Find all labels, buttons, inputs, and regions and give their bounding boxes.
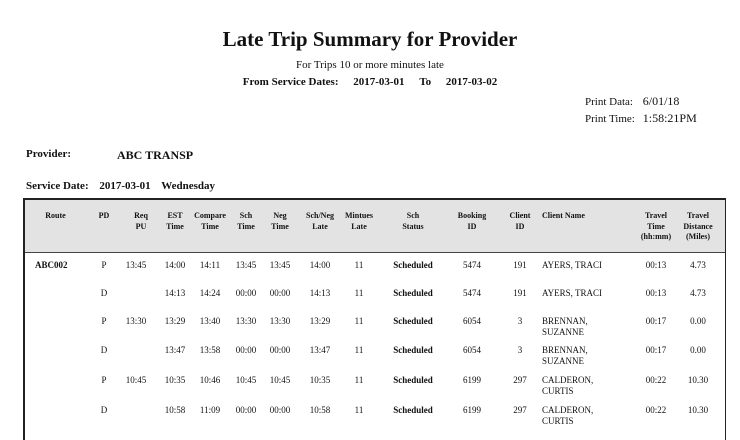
client-name-cell (542, 375, 622, 397)
col-client-name: Client Name (542, 211, 585, 220)
print-time (585, 111, 697, 126)
client-id-cell: 191 (513, 288, 527, 298)
booking-id-cell: 6054 (463, 345, 481, 355)
route-cell: ABC002 (35, 260, 68, 270)
date-range (0, 76, 740, 88)
pd-cell: P (101, 316, 107, 326)
travel-distance-cell: 4.73 (690, 260, 706, 270)
travel-distance-cell: 0.00 (690, 345, 706, 355)
sch-time-cell: 00:00 (235, 405, 257, 415)
client-name-line2: CURTIS (542, 386, 574, 396)
sch-status-cell: Scheduled (393, 260, 433, 270)
client-name-line1: CALDERON, (542, 405, 594, 415)
col-req-pu: Req PU (134, 211, 148, 231)
col-neg-time: Neg Time (271, 211, 289, 231)
client-id-cell: 191 (513, 260, 527, 270)
schneg-late-cell: 14:13 (309, 288, 331, 298)
client-name-cell (542, 345, 622, 367)
service-date (26, 180, 223, 192)
service-date-day: Wednesday (161, 180, 216, 192)
travel-distance-cell: 10.30 (687, 405, 709, 415)
sch-status-cell: Scheduled (393, 405, 433, 415)
report-subtitle: For Trips 10 or more minutes late (296, 59, 444, 71)
travel-time-cell: 00:17 (645, 345, 667, 355)
travel-time-cell: 00:22 (645, 405, 667, 415)
pd-cell: D (100, 345, 108, 355)
print-date (585, 94, 679, 109)
booking-id-cell: 6199 (463, 375, 481, 385)
booking-id-cell: 6199 (463, 405, 481, 415)
sch-status-cell: Scheduled (393, 345, 433, 355)
booking-id-cell: 6054 (463, 316, 481, 326)
client-id-cell: 297 (513, 405, 527, 415)
client-name-cell (542, 260, 622, 271)
table-row (25, 316, 725, 346)
client-name-cell (542, 288, 622, 299)
travel-distance-cell: 0.00 (690, 316, 706, 326)
col-client-id: Client ID (509, 211, 531, 231)
late-trips-table (23, 198, 726, 440)
travel-time-cell: 00:13 (645, 288, 667, 298)
client-name-line2: SUZANNE (542, 327, 584, 337)
sch-status-cell: Scheduled (393, 375, 433, 385)
travel-time-cell: 00:17 (645, 316, 667, 326)
date-range-label: From Service Dates: (242, 76, 339, 88)
est-time-cell: 14:00 (164, 260, 186, 270)
table-row (25, 288, 725, 318)
sch-status-cell: Scheduled (393, 316, 433, 326)
client-id-cell: 3 (517, 316, 523, 326)
col-booking-id: Booking ID (457, 211, 487, 231)
col-travel-time: Travel Time (hh:mm) (640, 211, 672, 241)
neg-time-cell: 10:45 (269, 375, 291, 385)
travel-distance-cell: 4.73 (690, 288, 706, 298)
schneg-late-cell: 14:00 (309, 260, 331, 270)
travel-distance-cell: 10.30 (687, 375, 709, 385)
col-route: Route (45, 211, 66, 220)
minutes-late-cell: 11 (354, 260, 364, 270)
print-date-value: 6/01/18 (642, 94, 680, 108)
est-time-cell: 14:13 (164, 288, 186, 298)
client-name-cell (542, 405, 622, 427)
travel-time-cell: 00:22 (645, 375, 667, 385)
est-time-cell: 13:47 (164, 345, 186, 355)
client-name-line1: BRENNAN, (542, 345, 588, 355)
client-name-line2: CURTIS (542, 416, 574, 426)
schneg-late-cell: 10:58 (309, 405, 331, 415)
est-time-cell: 13:29 (164, 316, 186, 326)
booking-id-cell: 5474 (463, 260, 481, 270)
col-compare-time: Compare Time (194, 211, 226, 231)
pd-cell: P (101, 375, 107, 385)
table-row (25, 405, 725, 435)
compare-time-cell: 10:46 (199, 375, 221, 385)
table-row (25, 345, 725, 375)
client-name-cell (542, 316, 622, 338)
sch-time-cell: 00:00 (235, 288, 257, 298)
col-sch-time: Sch Time (237, 211, 255, 231)
client-name-line2: SUZANNE (542, 356, 584, 366)
client-name-line1: AYERS, TRACI (542, 260, 603, 270)
date-to: 2017-03-02 (445, 76, 498, 88)
col-est-time: EST Time (166, 211, 184, 231)
table-header (25, 200, 725, 253)
pd-cell: D (100, 405, 108, 415)
neg-time-cell: 13:30 (269, 316, 291, 326)
neg-time-cell: 00:00 (269, 288, 291, 298)
sch-time-cell: 00:00 (235, 345, 257, 355)
table-row (25, 375, 725, 405)
est-time-cell: 10:35 (164, 375, 186, 385)
compare-time-cell: 14:11 (199, 260, 221, 270)
neg-time-cell: 13:45 (269, 260, 291, 270)
print-date-label: Print Data: (585, 96, 633, 108)
client-name-line1: CALDERON, (542, 375, 594, 385)
provider-label: Provider: (26, 148, 72, 160)
compare-time-cell: 13:40 (199, 316, 221, 326)
col-pd: PD (98, 211, 110, 220)
compare-time-cell: 14:24 (199, 288, 221, 298)
client-name-line1: BRENNAN, (542, 316, 588, 326)
est-time-cell: 10:58 (164, 405, 186, 415)
minutes-late-cell: 11 (354, 345, 364, 355)
service-date-value: 2017-03-01 (99, 180, 151, 192)
service-date-label: Service Date: (26, 180, 89, 192)
minutes-late-cell: 11 (354, 288, 364, 298)
req-pu-cell: 13:30 (125, 316, 147, 326)
client-id-cell: 297 (513, 375, 527, 385)
col-sch-status: Sch Status (402, 211, 424, 231)
sch-time-cell: 13:30 (235, 316, 257, 326)
schneg-late-cell: 13:29 (309, 316, 331, 326)
col-travel-distance: Travel Distance (Miles) (683, 211, 713, 241)
table-row (25, 260, 725, 290)
req-pu-cell: 10:45 (125, 375, 147, 385)
schneg-late-cell: 13:47 (309, 345, 331, 355)
sch-time-cell: 13:45 (235, 260, 257, 270)
compare-time-cell: 11:09 (199, 405, 221, 415)
pd-cell: P (101, 260, 107, 270)
minutes-late-cell: 11 (354, 375, 364, 385)
sch-status-cell: Scheduled (393, 288, 433, 298)
report-title: Late Trip Summary for Provider (222, 27, 518, 51)
neg-time-cell: 00:00 (269, 345, 291, 355)
date-to-label: To (419, 76, 432, 88)
travel-time-cell: 00:13 (645, 260, 667, 270)
client-id-cell: 3 (517, 345, 523, 355)
pd-cell: D (100, 288, 108, 298)
col-schneg-late: Sch/Neg Late (306, 211, 334, 231)
client-name-line1: AYERS, TRACI (542, 288, 603, 298)
date-from: 2017-03-01 (353, 76, 405, 88)
neg-time-cell: 00:00 (269, 405, 291, 415)
minutes-late-cell: 11 (354, 405, 364, 415)
compare-time-cell: 13:58 (199, 345, 221, 355)
sch-time-cell: 10:45 (235, 375, 257, 385)
col-minutes-late: Mintues Late (345, 211, 373, 231)
req-pu-cell: 13:45 (125, 260, 147, 270)
minutes-late-cell: 11 (354, 316, 364, 326)
print-time-label: Print Time: (585, 113, 635, 125)
print-time-value: 1:58:21PM (642, 111, 697, 125)
schneg-late-cell: 10:35 (309, 375, 331, 385)
booking-id-cell: 5474 (463, 288, 481, 298)
provider-value: ABC TRANSP (117, 148, 194, 162)
